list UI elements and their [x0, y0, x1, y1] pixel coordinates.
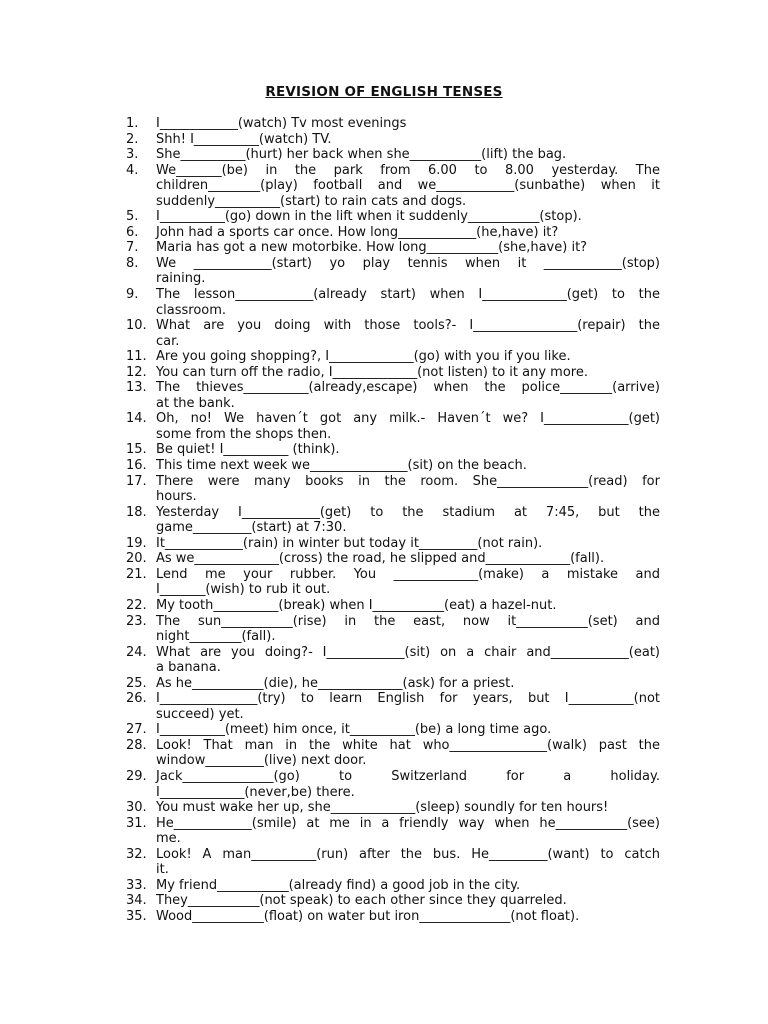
exercise-item [126, 691, 660, 722]
exercise-text-line: You must wake her up, she_____________(sleep) soundly for ten hours! [156, 800, 609, 816]
exercise-list [126, 116, 660, 924]
exercise-text-line: We ____________(start) yo play tennis when it ____________(stop) [156, 255, 660, 271]
exercise-text-line: John had a sports car once. How long____________(he,have) it? [156, 224, 559, 240]
exercise-number: 1. [126, 116, 139, 131]
exercise-number: 15. [126, 442, 147, 458]
exercise-number: 2. [126, 131, 139, 147]
exercise-text-line: I_______(wish) to rub it out. [156, 582, 331, 598]
exercise-item [126, 474, 660, 505]
exercise-item [126, 645, 660, 676]
exercise-number: 22. [126, 597, 147, 613]
exercise-text-line: I_______________(try) to learn English for years, but I__________(not [156, 691, 660, 707]
exercise-text-line: The sun___________(rise) in the east, now it___________(set) and [156, 613, 660, 629]
exercise-item [126, 225, 660, 241]
exercise-number: 13. [126, 380, 147, 396]
exercise-number: 19. [126, 535, 147, 551]
exercise-number: 25. [126, 675, 147, 691]
exercise-text-line: me. [156, 831, 181, 847]
exercise-text-line: suddenly__________(start) to rain cats and dogs. [156, 193, 467, 209]
exercise-number: 28. [126, 737, 147, 753]
exercise-number: 21. [126, 566, 147, 582]
exercise-text-line: Look! A man__________(run) after the bus. He_________(want) to catch [156, 846, 660, 862]
exercise-text-line: night________(fall). [156, 629, 276, 645]
exercise-item [126, 536, 660, 552]
exercise-text-line: game_________(start) at 7:30. [156, 520, 347, 536]
exercise-item [126, 240, 660, 256]
exercise-item [126, 287, 660, 318]
exercise-item [126, 567, 660, 598]
exercise-number: 26. [126, 691, 147, 707]
exercise-item [126, 614, 660, 645]
exercise-number: 23. [126, 613, 147, 629]
exercise-number: 30. [126, 800, 147, 816]
exercise-item [126, 132, 660, 148]
exercise-number: 10. [126, 318, 147, 334]
exercise-text-line: Be quiet! I__________ (think). [156, 442, 340, 458]
exercise-text-line: Shh! I__________(watch) TV. [156, 131, 332, 147]
exercise-number: 16. [126, 458, 147, 474]
exercise-text-line: it. [156, 862, 169, 878]
exercise-number: 4. [126, 162, 139, 178]
exercise-item [126, 769, 660, 800]
exercise-number: 34. [126, 893, 147, 909]
exercise-number: 32. [126, 846, 147, 862]
exercise-text-line: My friend___________(already find) a good job in the city. [156, 877, 521, 893]
exercise-text-line: Look! That man in the white hat who_______________(walk) past the [156, 737, 660, 753]
exercise-text-line: There were many books in the room. She______________(read) for [156, 473, 660, 489]
exercise-item [126, 598, 660, 614]
exercise-text-line: succeed) yet. [156, 706, 244, 722]
exercise-text-line: children________(play) football and we____________(sunbathe) when it [156, 178, 660, 194]
exercise-item [126, 380, 660, 411]
exercise-item [126, 676, 660, 692]
exercise-text-line: at the bank. [156, 395, 235, 411]
exercise-item [126, 505, 660, 536]
exercise-item [126, 909, 660, 925]
exercise-text-line: I__________(go) down in the lift when it suddenly___________(stop). [156, 209, 582, 225]
exercise-item [126, 878, 660, 894]
exercise-text-line: Oh, no! We haven´t got any milk.- Haven´t we? I_____________(get) [156, 411, 660, 427]
exercise-text-line: Are you going shopping?, I_____________(go) with you if you like. [156, 349, 571, 365]
exercise-number: 29. [126, 768, 147, 784]
exercise-text-line: Maria has got a new motorbike. How long___________(she,have) it? [156, 240, 588, 256]
exercise-text-line: Yesterday I____________(get) to the stadium at 7:45, but the [156, 504, 660, 520]
exercise-text-line: Wood___________(float) on water but iron______________(not float). [156, 908, 580, 924]
exercise-item [126, 847, 660, 878]
exercise-text-line: hours. [156, 489, 197, 505]
exercise-item [126, 411, 660, 442]
exercise-number: 35. [126, 908, 147, 924]
exercise-text-line: The lesson____________(already start) when I_____________(get) to the [156, 287, 660, 303]
exercise-text-line: Jack______________(go) to Switzerland for a holiday. [156, 768, 660, 784]
exercise-item [126, 722, 660, 738]
exercise-text-line: What are you doing?- I____________(sit) on a chair and____________(eat) [156, 644, 660, 660]
exercise-item [126, 318, 660, 349]
exercise-item [126, 893, 660, 909]
exercise-text-line: She__________(hurt) her back when she___________(lift) the bag. [156, 147, 567, 163]
exercise-text-line: They___________(not speak) to each other since they quarreled. [156, 893, 567, 909]
page-title: REVISION OF ENGLISH TENSES [265, 84, 503, 100]
exercise-text-line: As we_____________(cross) the road, he slipped and_____________(fall). [156, 551, 605, 567]
exercise-text-line: As he___________(die), he_____________(ask) for a priest. [156, 675, 515, 691]
exercise-item [126, 147, 660, 163]
exercise-text-line: some from the shops then. [156, 426, 332, 442]
exercise-number: 12. [126, 364, 147, 380]
exercise-text-line: The thieves__________(already,escape) when the police________(arrive) [156, 380, 660, 396]
exercise-number: 18. [126, 504, 147, 520]
exercise-text-line: classroom. [156, 302, 227, 318]
exercise-text-line: It____________(rain) in winter but today it_________(not rain). [156, 535, 543, 551]
exercise-text-line: We_______(be) in the park from 6.00 to 8.00 yesterday. The [156, 162, 660, 178]
exercise-number: 14. [126, 411, 147, 427]
exercise-text-line: window_________(live) next door. [156, 753, 367, 769]
exercise-item [126, 163, 660, 210]
exercise-text-line: I__________(meet) him once, it__________(be) a long time ago. [156, 722, 552, 738]
exercise-text-line: a banana. [156, 660, 221, 676]
exercise-item [126, 349, 660, 365]
exercise-number: 11. [126, 349, 147, 365]
exercise-item [126, 551, 660, 567]
exercise-number: 5. [126, 209, 139, 225]
exercise-number: 8. [126, 255, 139, 271]
exercise-item [126, 816, 660, 847]
exercise-text-line: He____________(smile) at me in a friendly way when he___________(see) [156, 815, 660, 831]
exercise-number: 9. [126, 287, 139, 303]
exercise-number: 31. [126, 815, 147, 831]
exercise-text-line: My tooth__________(break) when I___________(eat) a hazel-nut. [156, 597, 557, 613]
exercise-number: 17. [126, 473, 147, 489]
exercise-text-line: What are you doing with those tools?- I________________(repair) the [156, 318, 660, 334]
exercise-item [126, 442, 660, 458]
exercise-number: 33. [126, 877, 147, 893]
exercise-item [126, 116, 660, 132]
exercise-number: 6. [126, 224, 139, 240]
exercise-text-line: Lend me your rubber. You _____________(make) a mistake and [156, 566, 660, 582]
exercise-number: 20. [126, 551, 147, 567]
exercise-text-line: car. [156, 333, 180, 349]
exercise-item [126, 800, 660, 816]
exercise-text-line: This time next week we_______________(sit) on the beach. [156, 458, 527, 474]
exercise-text-line: I_____________(never,be) there. [156, 784, 355, 800]
exercise-text-line: I____________(watch) Tv most evenings [156, 116, 407, 131]
exercise-number: 24. [126, 644, 147, 660]
exercise-text-line: You can turn off the radio, I_____________(not listen) to it any more. [156, 364, 588, 380]
exercise-item [126, 365, 660, 381]
exercise-text-line: raining. [156, 271, 206, 287]
exercise-item [126, 209, 660, 225]
exercise-number: 7. [126, 240, 139, 256]
exercise-item [126, 256, 660, 287]
exercise-item [126, 738, 660, 769]
exercise-item [126, 458, 660, 474]
exercise-number: 3. [126, 147, 139, 163]
exercise-number: 27. [126, 722, 147, 738]
